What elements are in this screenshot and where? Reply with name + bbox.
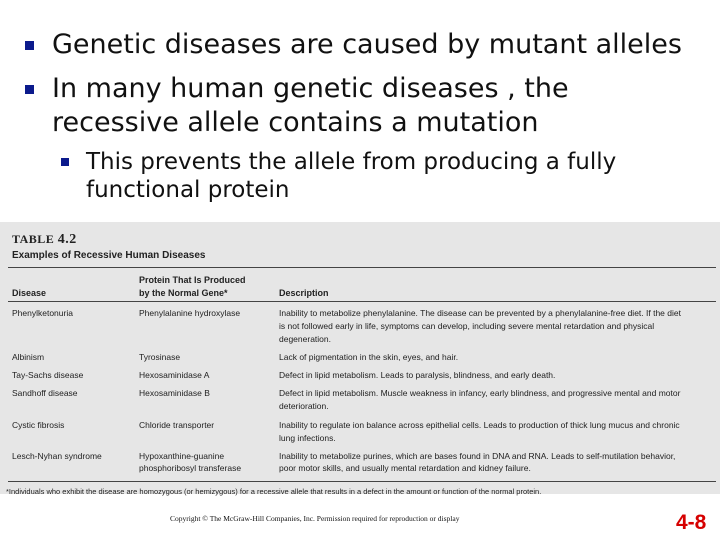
description-line: Inability to metabolize phenylalanine. The disease can be prevented by a phenylalanine-free diet. If the diet: [279, 308, 681, 318]
protein-cell: Hexosaminidase A: [139, 370, 210, 380]
protein-cell: Tyrosinase: [139, 352, 181, 362]
protein-cell: Chloride transporter: [139, 420, 215, 430]
table-bottom-rule: [8, 481, 716, 482]
bullet-2-line2: recessive allele contains a mutation: [52, 107, 539, 138]
protein-cell: Hexosaminidase B: [139, 388, 210, 398]
protein-cell: Phenylalanine hydroxylase: [139, 308, 241, 318]
table-title: [12, 232, 77, 248]
disease-cell: Lesch-Nyhan syndrome: [12, 451, 102, 461]
protein-cell-line2: phosphoribosyl transferase: [139, 463, 242, 473]
disease-cell: Albinism: [12, 352, 45, 362]
sub-bullet-line2: functional protein: [86, 177, 290, 203]
disease-cell: Tay-Sachs disease: [12, 370, 84, 380]
table-subtitle: Examples of Recessive Human Diseases: [12, 250, 206, 261]
header-protein-line1: Protein That Is Produced: [139, 275, 246, 285]
bullet-square-icon: [25, 85, 34, 94]
disease-cell: Phenylketonuria: [12, 308, 73, 318]
bullet-1-text: Genetic diseases are caused by mutant alleles: [52, 29, 682, 60]
sub-bullet-line1: This prevents the allele from producing a fully: [86, 149, 617, 175]
description-line: Lack of pigmentation in the skin, eyes, and hair.: [279, 352, 459, 362]
description-line: Inability to metabolize purines, which are bases found in DNA and RNA. Leads to self-mutilation behavior,: [279, 451, 676, 461]
header-disease: Disease: [12, 288, 47, 298]
disease-cell: Cystic fibrosis: [12, 420, 65, 430]
table-header-rule: [8, 301, 716, 302]
bullet-2-line1: In many human genetic diseases , the: [52, 73, 569, 104]
disease-cell: Sandhoff disease: [12, 388, 78, 398]
description-line: is not followed early in life, symptoms can develop, including severe mental retardation and physical: [279, 321, 655, 331]
bullet-square-icon: [25, 41, 34, 50]
protein-cell: Hypoxanthine-guanine: [139, 451, 225, 461]
table-footnote: *Individuals who exhibit the disease are homozygous (or hemizygous) for a recessive allele that results in a defect in the amount or function of the normal protein.: [6, 487, 542, 496]
description-line: Defect in lipid metabolism. Muscle weakness in infancy, early blindness, and progressive mental and motor: [279, 388, 681, 398]
description-line: Defect in lipid metabolism. Leads to paralysis, blindness, and early death.: [279, 370, 556, 380]
recessive-diseases-table: [0, 222, 720, 494]
description-line: deterioration.: [279, 401, 329, 411]
description-line: poor motor skills, and usually mental retardation and kidney failure.: [279, 463, 531, 473]
copyright-notice: Copyright © The McGraw-Hill Companies, Inc. Permission required for reproduction or display: [170, 514, 460, 523]
page-number: 4-8: [676, 511, 707, 534]
table-number: 4.2: [57, 232, 77, 247]
table-top-rule: [8, 267, 716, 268]
sub-bullet-square-icon: [61, 158, 69, 166]
description-line: lung infections.: [279, 433, 336, 443]
table-label: TABLE: [12, 232, 55, 246]
header-description: Description: [279, 288, 329, 298]
description-line: Inability to regulate ion balance across epithelial cells. Leads to production of thick lung mucus and chronic: [279, 420, 680, 430]
description-line: degeneration.: [279, 334, 331, 344]
header-protein-line2: by the Normal Gene*: [139, 288, 228, 298]
